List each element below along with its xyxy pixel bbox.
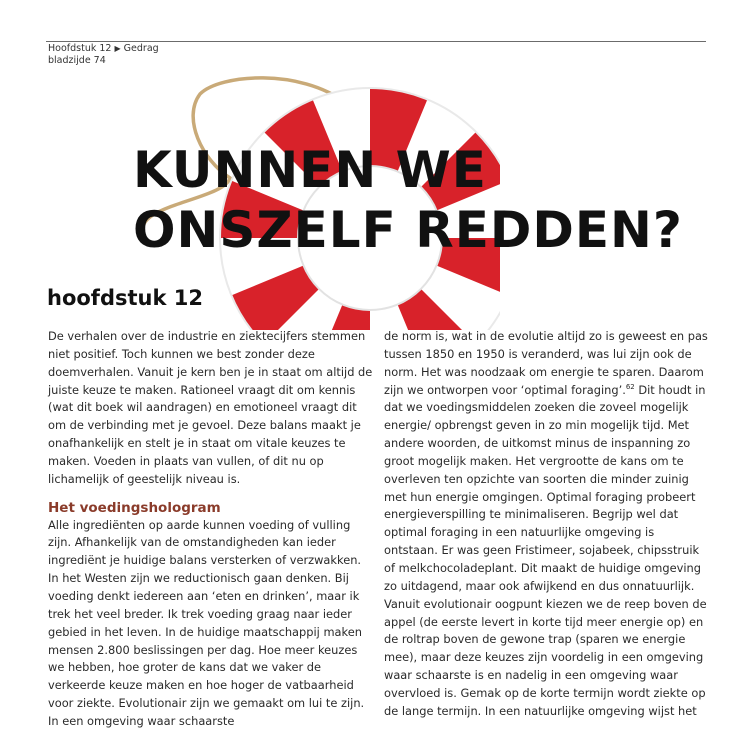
section-subheading: Het voedingshologram <box>48 499 221 516</box>
header-section: Gedrag <box>123 43 159 54</box>
paragraph-text-before-footnote: de norm is, wat in de evolutie altijd zo is geweest en pas tussen 1850 en 1950 is veranderd, was lui zijn ook de norm. Het was noodzaak om energie te sparen. Daarom zijn we ontworpen voor ‘optimal foraging’. <box>384 329 708 397</box>
right-column <box>384 328 709 721</box>
body-paragraph-1: Alle ingrediënten op aarde kunnen voeding of vulling zijn. Afhankelijk van de omstandigheden kan ieder ingrediënt je huidige balans versterken of verzwakken. <box>48 517 362 568</box>
title-line-1: KUNNEN WE <box>133 141 487 199</box>
header-chapter: Hoofdstuk 12 <box>48 43 112 54</box>
left-column <box>48 328 373 731</box>
triangle-right-icon: ▶ <box>114 44 121 53</box>
title-line-2: ONSZELF REDDEN? <box>133 201 683 259</box>
header-page-number: bladzijde 74 <box>48 55 106 66</box>
footnote-reference: 62 <box>625 382 635 391</box>
chapter-label: hoofdstuk 12 <box>47 286 203 310</box>
page-title <box>133 140 683 260</box>
running-header <box>48 43 159 67</box>
intro-paragraph: De verhalen over de industrie en ziektecijfers stemmen niet positief. Toch kunnen we best zonder deze doemverhalen. Vanuit je kern ben je in staat om altijd de juiste keuze te maken. Rationeel vraagt dit om kennis (wat dit boek wil aandragen) en emotioneel vraagt dit om de verbinding met je gevoel. Deze balans maakt je onafhankelijk en stelt je in staat om vitale keuzes te maken. Voeden in plaats van vullen, of dit nu op lichamelijk of geestelijk niveau is. <box>48 329 373 486</box>
header-rule <box>46 41 706 42</box>
paragraph-text-after-footnote: Dit houdt in dat we voedingsmiddelen zoeken die zoveel mogelijk energie/ opbrengst geven in zo min mogelijk tijd. Met andere woorden, de uitkomst minus de inspanning zo groot mogelijk maken. Het vergrootte de kans om te overleven ten opzichte van soorten die minder zuinig met hun energie omgingen. Optimal foraging probeert energieverspilling te minimaliseren. Begrijp wel dat optimal foraging in een natuurlijke omgeving is ontstaan. Er was geen Fristimeer, sojabeek, chipsstruik of melkchocoladeplant. Dit maakt de huidige omgeving zo uitdagend, maar ook afwijkend en dus onnatuurlijk. Vanuit evolutionair oogpunt kiezen we de reep boven de appel (de eerste levert in korte tijd meer energie op) en de roltrap boven de gewone trap (sparen we energie mee), maar deze keuzes zijn voordelig in een omgeving waar schaarste is en nadelig in een omgeving waar overvloed is. Gemak op de korte termijn wordt ziekte op de lange termijn. In een natuurlijke omgeving wijst het <box>384 382 707 718</box>
body-paragraph-2: In het Westen zijn we reductionisch gaan denken. Bij voeding denkt iedereen aan ‘eten en drinken’, maar ik trek het veel breder. Ik trek voeding graag naar ieder gebied in het leven. In de huidige maatschappij maken mensen 2.800 beslissingen per dag. Hoe meer keuzes we hebben, hoe groter de kans dat we vaker de verkeerde keuze maken en hoe hoger de vatbaarheid voor ziekte. Evolutionair zijn we gemaakt om lui te zijn. In een omgeving waar schaarste <box>48 571 365 728</box>
body-paragraph-3 <box>384 328 709 721</box>
